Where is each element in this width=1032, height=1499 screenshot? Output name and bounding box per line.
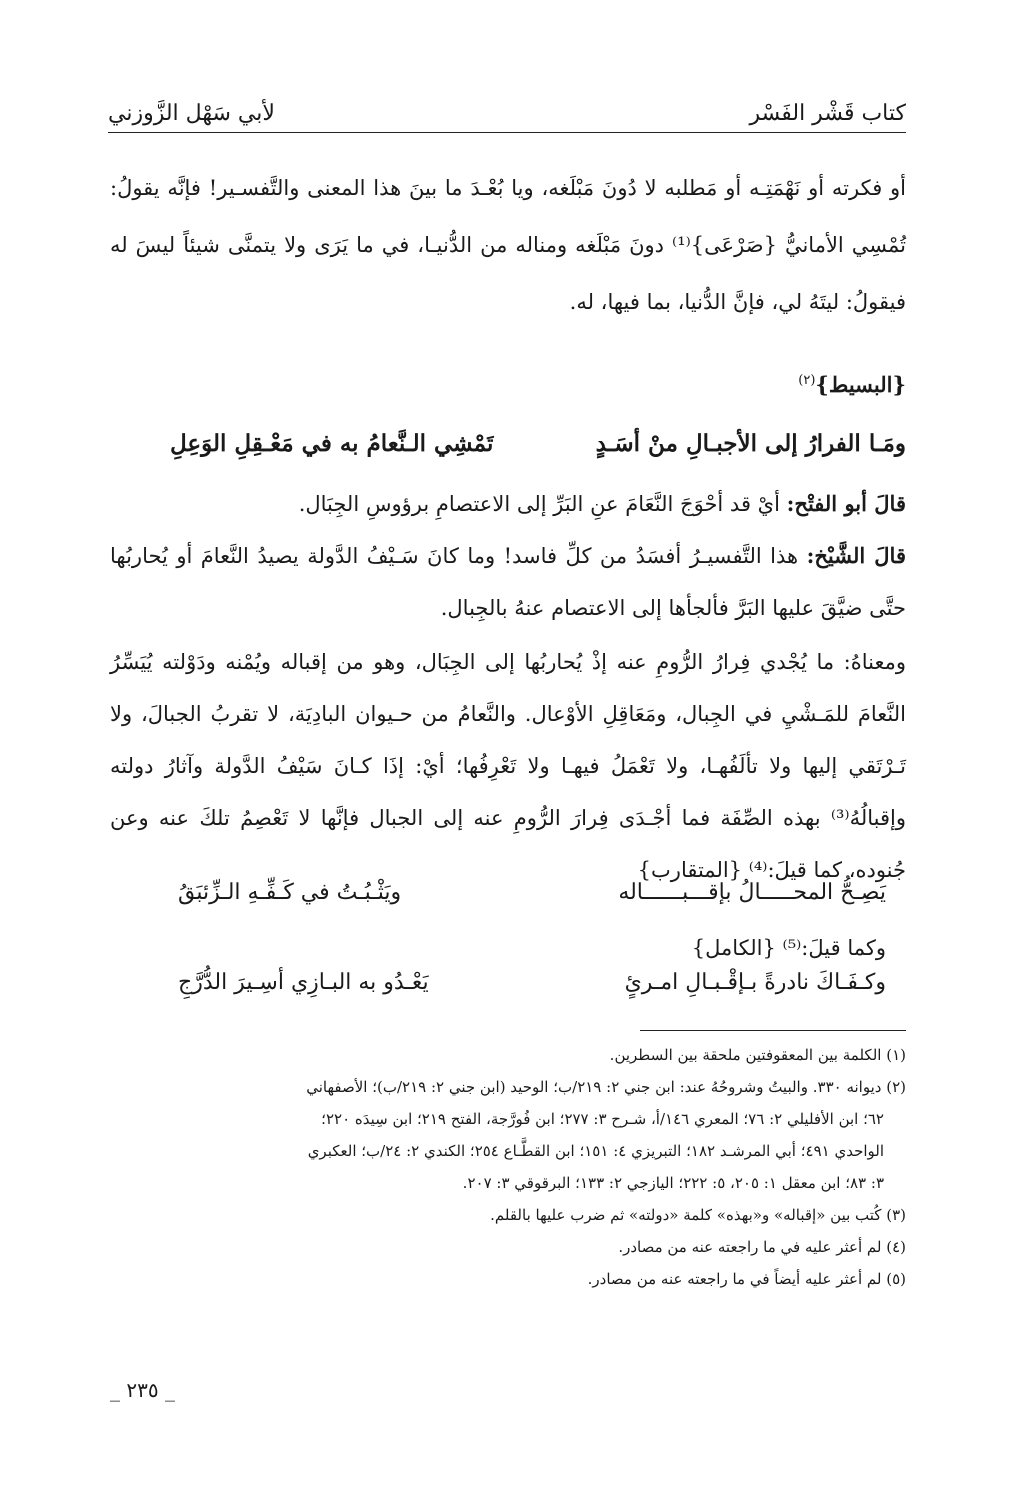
footnote-5: (٥) لم أعثر عليه أيضاً في ما راجعته عنه من مصادر. [587,1270,906,1288]
footnotes [110,1040,906,1296]
author-name: لأبي سَهْل الزَّوزني [108,101,275,126]
meter-heading [798,372,906,397]
shaykh-commentary [110,530,906,634]
footnote-2: (٢) ديوانه ٣٣٠. والبيتُ وشروحُهُ عند: ابن جني ٢: ٢١٩/ب؛ الوحيد (ابن جني ٢: ٢١٩/ب)؛ الأصفهاني [306,1078,906,1096]
verse-kamil-first-hemistich: وكـفَـاكَ نادرةً بـإقْـبـالِ امـرئٍ [624,970,886,995]
verse-kamil-second-hemistich: يَعْـدُو به البـازِي أسِـيرَ الدُّرَّجِ [178,970,429,995]
footnote-2-continued: الواحدي ٤٩١؛ أبي المرشـد ١٨٢؛ التبريزي ٤: ١٥١؛ ابن القطَّـاع ٢٥٤؛ الكندي ٢: ٢٤/ب؛ العكبري [307,1142,884,1160]
verse-mutaqarib [178,880,886,930]
meter-label: {البسيط} [815,372,906,397]
running-header [108,76,906,133]
footnote-4: (٤) لم أعثر عليه في ما راجعته عنه من مصادر. [618,1238,906,1256]
footnote-3: (٣) كُتب بين «إقباله» و«بهذه» كلمة «دولته» ثم ضرب عليها بالقلم. [490,1206,906,1224]
abulfath-text: أيْ قد أحْوَجَ النَّعَامَ عنِ البَرِّ إلى الاعتصامِ برؤوسِ الجِبَال. [298,492,780,516]
verse-mutaqarib-second-hemistich: ويَثْـبُـتُ في كَـفِّـهِ الـزِّئبَقُ [178,880,402,905]
verse-kamil [178,970,886,1020]
meaning-text: ومعناهُ: ما يُجْدي فِرارُ الرُّومِ عنه إذْ يُحاربُها إلى الجِبَال، وهو من إقباله ويُمْنه ودَوْلته يُيَسِّرُ النَّعامَ للمَـشْيِ في الجِبال، ومَعَاقِلِ الأوْعال. والنَّعامُ من حـيوان البادِيَة، لا تقربُ الجبالَ، ولا تَـرْتَقي إليها ولا تألَفُهـا، ولا تَعْمَلُ فيهـا ولا تَعْرِفُها؛ أيْ: إذَا كـانَ سَيْفُ الدَّولة وآثارُ دولته وإقبالُهُ⁽³⁾ بهذه الصِّفَة فما أجْـدَى فِرارَ الرُّومِ عنه إلى الجبال فإنَّها لا تَعْصِمُ تلكَ عنه وعن جُنوده، كما قيلَ:⁽⁴⁾ {المتقارب} [110,650,906,882]
intro-text: أو فكرته أو نَهْمَتِـه أو مَطلبه لا دُونَ مَبْلَغه، ويا بُعْـدَ ما بينَ هذا المعنى والتَّفسـير! فإنَّه يقولُ: تُمْسِي الأمانيُّ {صَرْعَى}⁽¹⁾ دونَ مَبْلَغه ومناله من الدُّنيـا، في ما يَرَى ولا يتمنَّى شيئاً ليسَ له فيقولُ: ليتَهُ لي، فإنَّ الدُّنيا، بما فيها، له. [110,176,907,314]
footnote-2-continued: ٦٢؛ ابن الأفليلي ٢: ٧٦؛ المعري ١٤٦/أ، شـرح ٣: ٢٧٧؛ ابن فُورَّجة، الفتح ٢١٩؛ ابن سِيدَه ٢٢٠؛ [321,1110,884,1128]
page-number: _ ٢٣٥ _ [110,1378,175,1402]
book-title: كتاب قَشْر الفَسْر [749,101,906,126]
meaning-paragraph [110,636,906,896]
shaykh-text: هذا التَّفسيـرُ أفسَدُ من كلِّ فاسد! وما كانَ سَـيْفُ الدَّولة يصيدُ النَّعامَ أو يُحاربُها حتَّى ضيَّقَ عليها البَرَّ فألجأها إلى الاعتصام عنهُ بالجِبال. [110,544,906,620]
shaykh-label: قالَ الشَّيْخ: [806,543,906,568]
verse-main [170,430,906,480]
footnote-2-continued: ٣: ٨٣؛ ابن معقل ١: ٢٠٥، ٥: ٢٢٢؛ اليازجي ٢: ١٣٣؛ البرقوقي ٣: ٢٠٧. [462,1174,884,1192]
verse-main-second-hemistich: تَمْشِي الـنَّعامُ به في مَعْـقِلِ الوَعِلِ [170,430,494,457]
meter-footnote-ref: (٢) [798,373,816,388]
abulfath-label: قالَ أبو الفتْح: [786,491,906,516]
verse-mutaqarib-first-hemistich: يَصِـحُّ المحـــــالُ بإقـــبــــــاله [618,880,886,905]
kama-qila-line: وكما قيلَ:⁽⁵⁾ {الكامل} [691,936,886,960]
verse-main-first-hemistich: ومَـا الفرارُ إلى الأجبـالِ منْ أسَـدٍ [595,430,906,457]
abulfath-commentary [110,478,906,530]
footnote-1: (١) الكلمة بين المعقوفتين ملحقة بين السطرين. [609,1046,906,1064]
footnote-separator [640,1030,906,1031]
intro-paragraph [110,160,906,331]
